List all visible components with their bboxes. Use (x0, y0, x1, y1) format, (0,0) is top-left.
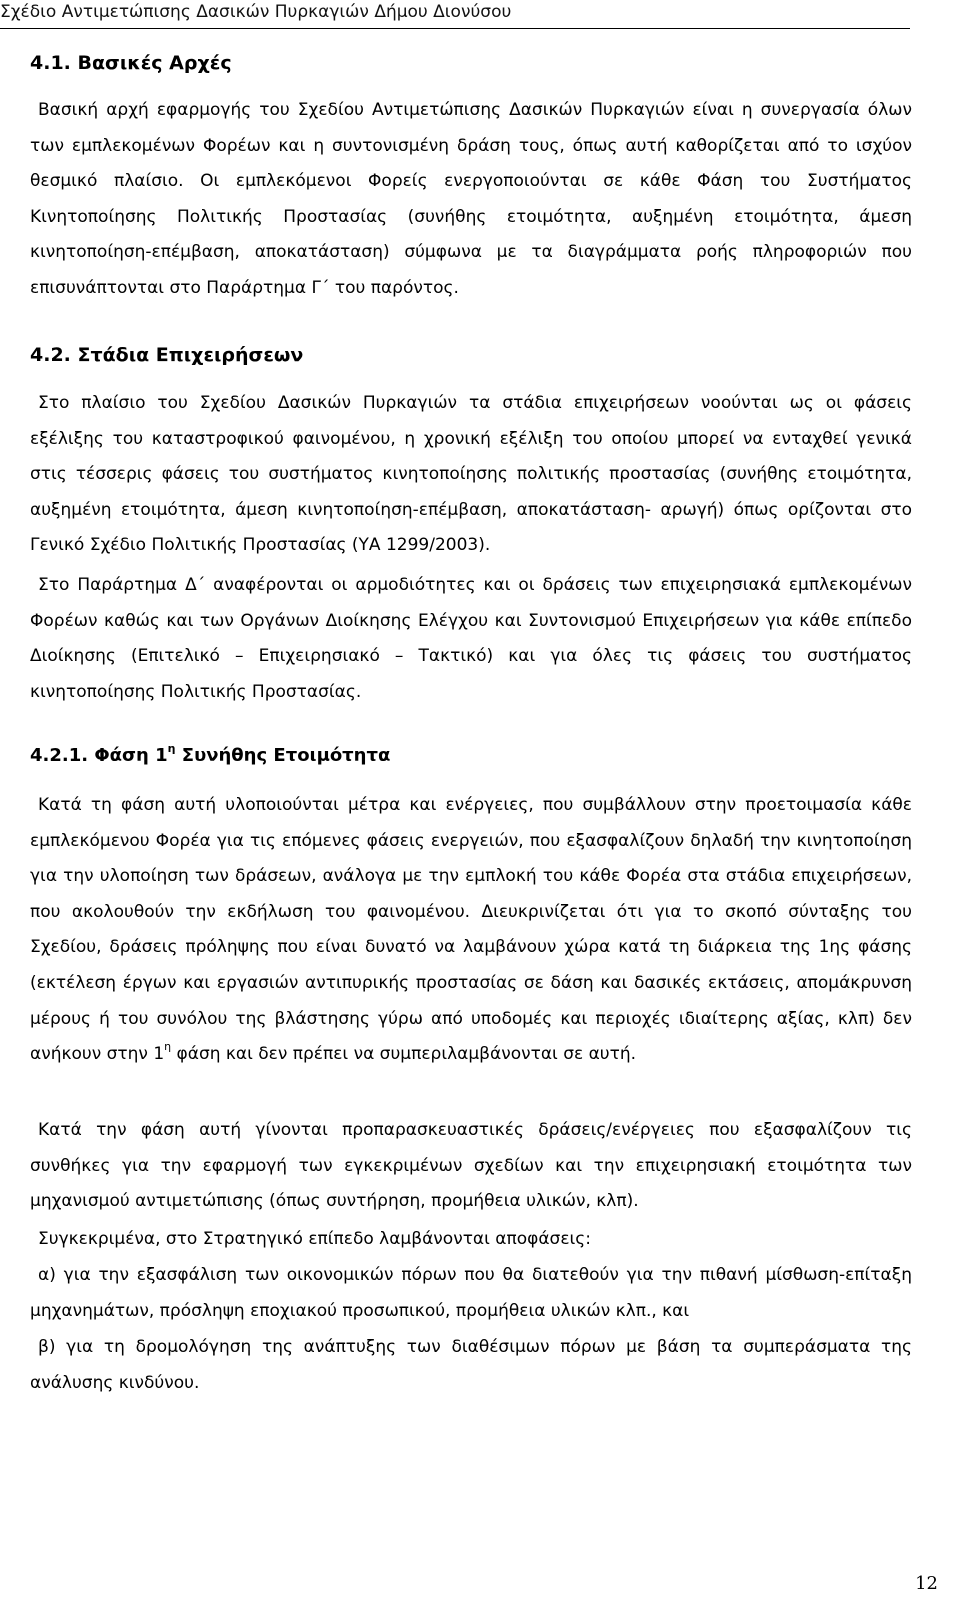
section-title-4-1: 4.1. Βασικές Αρχές (30, 52, 232, 74)
header-title: Σχέδιο Αντιμετώπισης Δασικών Πυρκαγιών Δήμου Διονύσου (0, 2, 512, 22)
paragraph-preparatory-actions (30, 1113, 912, 1220)
paragraph-annex-d (30, 568, 912, 710)
paragraph-basic-principles (30, 93, 912, 307)
superscript: η (164, 1040, 172, 1054)
subsection-title-4-2-1 (30, 742, 391, 766)
paragraph-strategic-level (30, 1222, 912, 1258)
paragraph-phase-1-description (30, 788, 912, 1073)
subsection-title-part: 4.2.1. Φάση 1 (30, 745, 168, 766)
list-item-b (30, 1330, 912, 1401)
section-title-4-2: 4.2. Στάδια Επιχειρήσεων (30, 344, 304, 366)
paragraph-text: Στο Παράρτημα Δ΄ αναφέρονται οι αρμοδιότητες και οι δράσεις των επιχειρησιακά εμπλεκομένων Φορέων καθώς και των Οργάνων Διοίκησης Ελέγχου και Συντονισμού Επιχειρήσεων για κάθε επίπεδο Διοίκησης (Επιτελικό – Επιχειρησιακό – Τακτικό) και για όλες τις φάσεις του συστήματος κινητοποίησης Πολιτικής Προστασίας. (30, 575, 912, 702)
paragraph-text: β) για τη δρομολόγηση της ανάπτυξης των διαθέσιμων πόρων με βάση τα συμπεράσματα της ανάλυσης κινδύνου. (30, 1337, 912, 1393)
header-divider (0, 28, 910, 29)
paragraph-text: α) για την εξασφάλιση των οικονομικών πόρων που θα διατεθούν για την πιθανή μίσθωση-επίταξη μηχανημάτων, πρόσληψη εποχιακού προσωπικού, προμήθεια υλικών κλπ., και (30, 1265, 912, 1321)
running-header (0, 0, 910, 30)
paragraph-text: φάση και δεν πρέπει να συμπεριλαμβάνονται σε αυτή. (171, 1044, 637, 1065)
superscript: η (167, 742, 176, 755)
paragraph-text: Κατά την φάση αυτή γίνονται προπαρασκευαστικές δράσεις/ενέργειες που εξασφαλίζουν τις συνθήκες για την εφαρμογή των εγκεκριμένων σχεδίων και την επιχειρησιακή ετοιμότητα των μηχανισμού αντιμετώπισης (όπως συντήρηση, προμήθεια υλικών, κλπ). (30, 1120, 912, 1212)
list-item-a (30, 1258, 912, 1329)
paragraph-text: Βασική αρχή εφαρμογής του Σχεδίου Αντιμετώπισης Δασικών Πυρκαγιών είναι η συνεργασία όλων των εμπλεκομένων Φορέων και η συντονισμένη δράση τους, όπως αυτή καθορίζεται από το ισχύον θεσμικό πλαίσιο. Οι εμπλεκόμενοι Φορείς ενεργοποιούνται σε κάθε Φάση του Συστήματος Κινητοποίησης Πολιτικής Προστασίας (συνήθης ετοιμότητα, αυξημένη ετοιμότητα, άμεση κινητοποίηση-επέμβαση, αποκατάσταση) σύμφωνα με τα διαγράμματα ροής πληροφοριών που επισυνάπτονται στο Παράρτημα Γ΄ του παρόντος. (30, 100, 912, 298)
paragraph-text: Κατά τη φάση αυτή υλοποιούνται μέτρα και ενέργειες, που συμβάλλουν στην προετοιμασία κάθε εμπλεκόμενου Φορέα για τις επόμενες φάσεις ενεργειών, που εξασφαλίζουν δηλαδή την κινητοποίηση για την υλοποίηση των δράσεων, ανάλογα με την εμπλοκή του κάθε Φορέα στα στάδια επιχειρήσεων, που ακολουθούν την εκδήλωση του φαινομένου. Διευκρινίζεται ότι για το σκοπό σύνταξης του Σχεδίου, δράσεις πρόληψης που είναι δυνατό να λαμβάνουν χώρα κατά τη διάρκεια της 1ης φάσης (εκτέλεση έργων και εργασιών αντιπυρικής προστασίας σε δάση και δασικές εκτάσεις, απομάκρυνση μέρους ή του συνόλου της βλάστησης γύρω από υποδομές και περιοχές ιδιαίτερης αξίας, κλπ) δεν ανήκουν στην 1 (30, 795, 912, 1065)
paragraph-operation-stages (30, 386, 912, 564)
paragraph-text: Συγκεκριμένα, στο Στρατηγικό επίπεδο λαμβάνονται αποφάσεις: (38, 1229, 591, 1249)
paragraph-text: Στο πλαίσιο του Σχεδίου Δασικών Πυρκαγιών τα στάδια επιχειρήσεων νοούνται ως οι φάσεις εξέλιξης του καταστροφικού φαινομένου, η χρονική εξέλιξη του οποίου μπορεί να ενταχθεί γενικά στις τέσσερις φάσεις του συστήματος κινητοποίησης πολιτικής προστασίας (συνήθης ετοιμότητα, αυξημένη ετοιμότητα, άμεση κινητοποίηση-επέμβαση, αποκατάσταση- αρωγή) όπως ορίζονται στο Γενικό Σχέδιο Πολιτικής Προστασίας (ΥΑ 1299/2003). (30, 393, 912, 556)
subsection-title-part: Συνήθης Ετοιμότητα (175, 745, 391, 766)
page-number: 12 (915, 1573, 938, 1594)
